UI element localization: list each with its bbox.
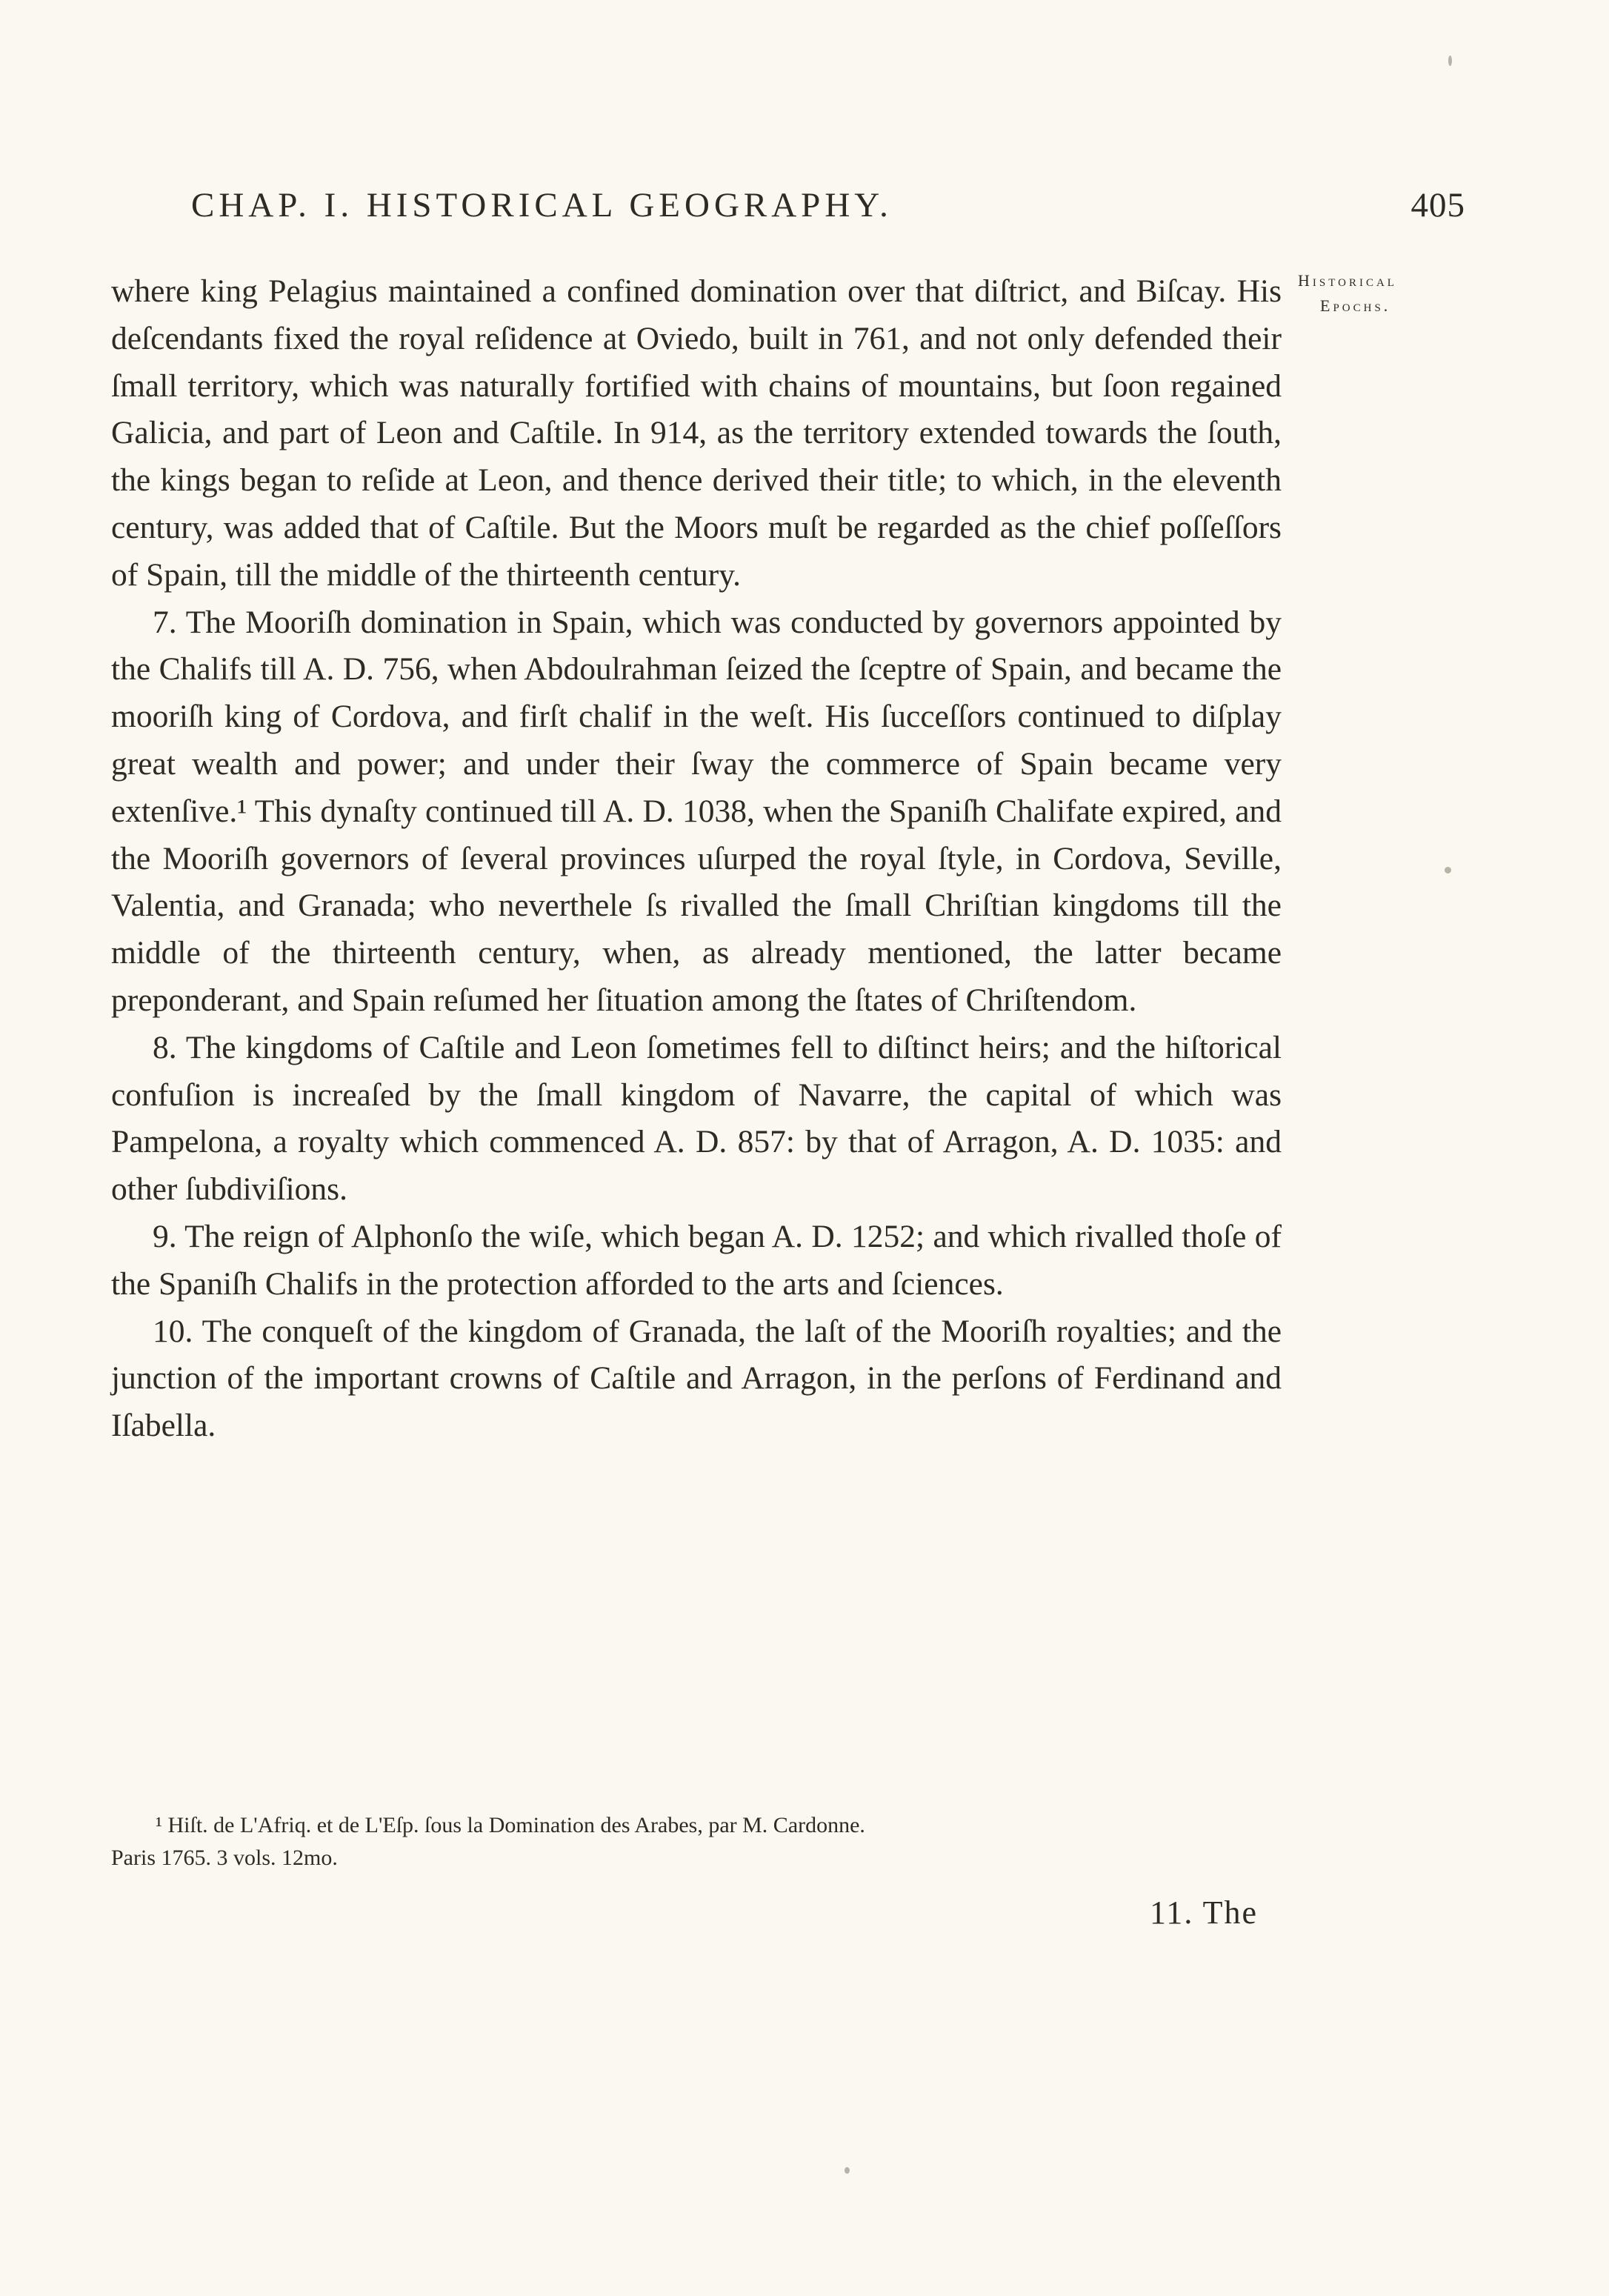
main-text [111, 268, 1282, 1450]
running-header [191, 185, 1465, 237]
paragraph-8: 8. The kingdoms of Caſtile and Leon ſometimes fell to diſtinct heirs; and the hiſtorical confuſion is increaſed by the ſmall kingdom of Navarre, the capital of which was Pampelona, a royalty which commenced A. D. 857: by that of Arragon, A. D. 1035: and other ſubdiviſions. [111, 1029, 1282, 1208]
paragraph-9: 9. The reign of Alphonſo the wiſe, which began A. D. 1252; and which rivalled thoſe of the Spaniſh Chalifs in the protection afforded to the arts and ſciences. [111, 1218, 1282, 1302]
paper-speck [1445, 867, 1451, 874]
footnote-line-1: ¹ Hiſt. de L'Afriq. et de L'Eſp. ſous la Domination des Arabes, par M. Cardonne. [156, 1813, 865, 1837]
margin-note-line-1: Historical [1298, 271, 1397, 290]
paragraph-10: 10. The conqueſt of the kingdom of Granada, the laſt of the Mooriſh royalties; and the junction of the important crowns of Caſtile and Arragon, in the perſons of Ferdinand and Iſabella. [111, 1313, 1282, 1444]
page-number: 405 [1410, 186, 1465, 224]
catchword: 11. The [1150, 1894, 1258, 1931]
paragraph-continuation: where king Pelagius maintained a confined domination over that diſtrict, and Biſcay. His deſcendants fixed the royal reſidence at Oviedo, built in 761, and not only defended their ſmall territory, which was naturally fortified with chains of mountains, but ſoon regained Galicia, and part of Leon and Caſtile. In 914, as the territory extended towards the ſouth, the kings began to reſide at Leon, and thence derived their title; to which, in the eleventh century, was added that of Caſtile. But the Moors muſt be regarded as the chief poſſeſſors of Spain, till the middle of the thirteenth century. [111, 273, 1282, 593]
margin-note-line-2: Epochs. [1320, 296, 1391, 315]
paragraph-7: 7. The Mooriſh domination in Spain, which was conducted by governors appointed by the Chalifs till A. D. 756, when Abdoulrahman ſeized the ſceptre of Spain, and became the mooriſh king of Cordova, and firſt chalif in the weſt. His ſucceſſors continued to diſplay great wealth and power; and under their ſway the commerce of Spain became very extenſive.¹ This dynaſty continued till A. D. 1038, when the Spaniſh Chalifate expired, and the Mooriſh governors of ſeveral provinces uſurped the royal ſtyle, in Cordova, Seville, Valentia, and Granada; who neverthele ſs rivalled the ſmall Chriſtian kingdoms till the middle of the thirteenth century, when, as already mentioned, the latter became preponderant, and Spain reſumed her ſituation among the ſtates of Chriſtendom. [111, 604, 1282, 1018]
margin-note [1298, 268, 1461, 319]
footnote [111, 1809, 1296, 1874]
paper-speck [1448, 56, 1452, 66]
footnote-line-2: Paris 1765. 3 vols. 12mo. [111, 1846, 338, 1870]
paper-speck [845, 2167, 850, 2174]
chapter-title: CHAP. I. HISTORICAL GEOGRAPHY. [191, 186, 893, 224]
